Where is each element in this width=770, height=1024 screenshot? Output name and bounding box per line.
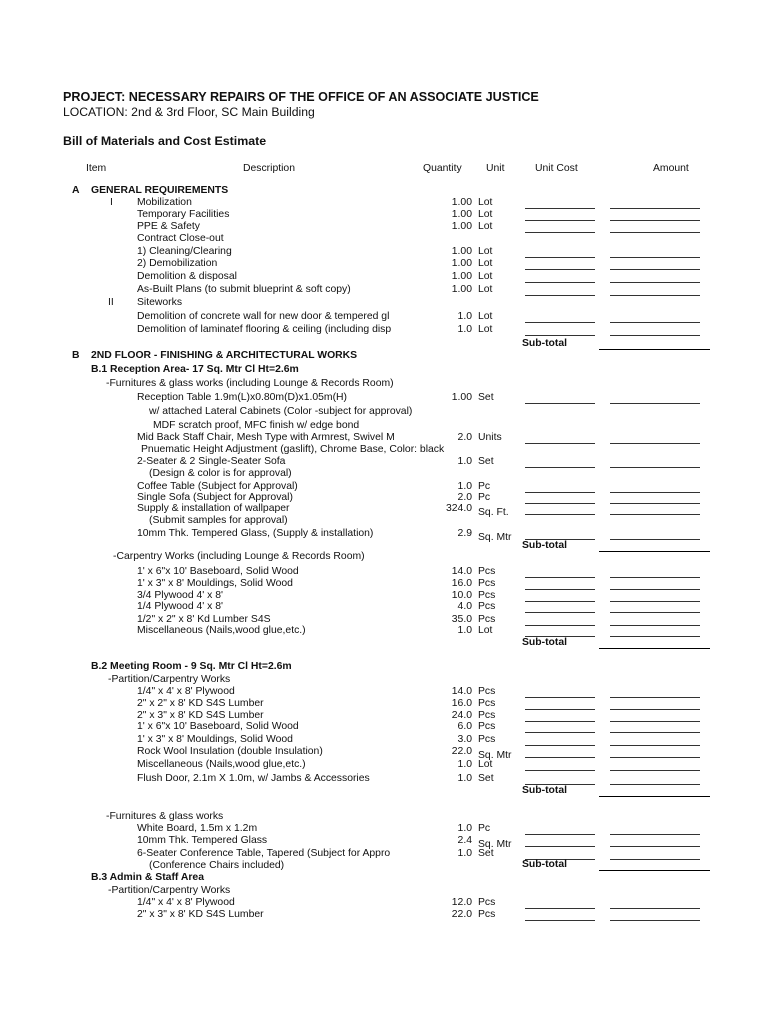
unit-cost-blank[interactable] <box>525 257 595 258</box>
item-description: Miscellaneous (Nails,wood glue,etc.) <box>137 759 306 770</box>
amount-blank[interactable] <box>610 612 700 613</box>
unit-cost-blank[interactable] <box>525 492 595 493</box>
amount-blank[interactable] <box>610 208 700 209</box>
item-description: 1/4" x 4' x 8' Plywood <box>137 686 235 697</box>
b2-furnitures-heading: -Furnitures & glass works <box>106 811 224 822</box>
item-description: Miscellaneous (Nails,wood glue,etc.) <box>137 625 306 636</box>
unit-cost-blank[interactable] <box>525 335 595 336</box>
unit-cost-blank[interactable] <box>525 282 595 283</box>
item-description: (Design & color is for approval) <box>149 468 292 479</box>
item-description: Siteworks <box>137 297 183 308</box>
unit-cost-blank[interactable] <box>525 745 595 746</box>
item-description: Demolition of concrete wall for new door & tempered gl <box>137 311 390 322</box>
item-description: MDF scratch proof, MFC finish w/ edge bond <box>153 420 360 431</box>
item-quantity: 1.00 <box>451 246 472 257</box>
unit-cost-blank[interactable] <box>525 269 595 270</box>
b2-partition-heading: -Partition/Carpentry Works <box>108 674 231 685</box>
item-description: 2" x 3" x 8' KD S4S Lumber <box>137 909 264 920</box>
item-quantity: 14.0 <box>451 686 472 697</box>
unit-cost-blank[interactable] <box>525 732 595 733</box>
unit-cost-blank[interactable] <box>525 503 595 504</box>
unit-cost-blank[interactable] <box>525 601 595 602</box>
item-description: Temporary Facilities <box>137 209 230 220</box>
item-quantity: 4.0 <box>457 601 472 612</box>
section-a-letter: A <box>72 185 80 196</box>
amount-blank[interactable] <box>610 403 700 404</box>
item-quantity: 1.0 <box>457 773 472 784</box>
item-quantity: 22.0 <box>451 909 472 920</box>
column-header-amount: Amount <box>653 163 689 174</box>
amount-blank[interactable] <box>610 846 700 847</box>
amount-blank[interactable] <box>610 503 700 504</box>
document-title: Bill of Materials and Cost Estimate <box>63 134 267 148</box>
item-description: 1/2" x 2" x 8' Kd Lumber S4S <box>137 614 271 625</box>
subtotal-label: Sub-total <box>522 859 568 870</box>
amount-blank[interactable] <box>610 732 700 733</box>
item-quantity: 2.9 <box>457 528 472 539</box>
item-unit: Pcs <box>478 566 496 577</box>
item-quantity: 1.00 <box>451 271 472 282</box>
item-quantity: 1.00 <box>451 209 472 220</box>
amount-blank[interactable] <box>610 257 700 258</box>
item-unit: Lot <box>478 258 493 269</box>
amount-blank[interactable] <box>610 322 700 323</box>
amount-blank[interactable] <box>610 539 700 540</box>
unit-cost-blank[interactable] <box>525 514 595 515</box>
b3-partition-heading: -Partition/Carpentry Works <box>108 885 231 896</box>
amount-blank[interactable] <box>610 721 700 722</box>
item-quantity: 35.0 <box>451 614 472 625</box>
unit-cost-blank[interactable] <box>525 403 595 404</box>
item-description: 2" x 2" x 8' KD S4S Lumber <box>137 698 264 709</box>
amount-blank[interactable] <box>610 492 700 493</box>
subsection-ii-label: II <box>108 297 114 308</box>
subtotal-label: Sub-total <box>522 540 568 551</box>
item-description: Mobilization <box>137 197 192 208</box>
item-description: w/ attached Lateral Cabinets (Color -subject for approval) <box>149 406 413 417</box>
amount-blank[interactable] <box>610 577 700 578</box>
item-unit: Pcs <box>478 710 496 721</box>
item-unit: Lot <box>478 271 493 282</box>
item-quantity: 1.00 <box>451 258 472 269</box>
item-unit: Pcs <box>478 909 496 920</box>
item-unit: Pcs <box>478 734 496 745</box>
column-header-quantity: Quantity <box>423 163 462 174</box>
column-header-unit-cost: Unit Cost <box>535 163 578 174</box>
b1-title: B.1 Reception Area- 17 Sq. Mtr Cl Ht=2.6m <box>91 364 299 375</box>
unit-cost-blank[interactable] <box>525 467 595 468</box>
item-quantity: 1.0 <box>457 759 472 770</box>
item-description: 1' x 3" x 8' Mouldings, Solid Wood <box>137 578 293 589</box>
item-unit: Pcs <box>478 578 496 589</box>
b3-title: B.3 Admin & Staff Area <box>91 872 204 883</box>
amount-blank[interactable] <box>610 467 700 468</box>
item-description: 1' x 6"x 10' Baseboard, Solid Wood <box>137 721 299 732</box>
amount-blank[interactable] <box>610 220 700 221</box>
item-description: Supply & installation of wallpaper <box>137 503 290 514</box>
item-description: White Board, 1.5m x 1.2m <box>137 823 258 834</box>
item-unit: Set <box>478 773 494 784</box>
item-unit: Lot <box>478 759 493 770</box>
amount-blank[interactable] <box>610 625 700 626</box>
item-quantity: 14.0 <box>451 566 472 577</box>
item-description: 2" x 3" x 8' KD S4S Lumber <box>137 710 264 721</box>
amount-blank[interactable] <box>610 745 700 746</box>
item-quantity: 16.0 <box>451 698 472 709</box>
amount-blank[interactable] <box>610 784 700 785</box>
amount-blank[interactable] <box>610 709 700 710</box>
column-header-item: Item <box>86 163 107 174</box>
item-description: (Conference Chairs included) <box>149 860 285 871</box>
item-description: 6-Seater Conference Table, Tapered (Subject for Appro <box>137 848 391 859</box>
item-description: 2) Demobilization <box>137 258 218 269</box>
item-unit: Sq. Ft. <box>478 507 509 518</box>
item-quantity: 1.00 <box>451 284 472 295</box>
item-unit: Units <box>478 432 502 443</box>
item-unit: Set <box>478 848 494 859</box>
amount-blank[interactable] <box>610 282 700 283</box>
item-quantity: 24.0 <box>451 710 472 721</box>
unit-cost-blank[interactable] <box>525 920 595 921</box>
item-unit: Pcs <box>478 897 496 908</box>
item-quantity: 2.0 <box>457 432 472 443</box>
project-title: PROJECT: NECESSARY REPAIRS OF THE OFFICE OF AN ASSOCIATE JUSTICE <box>63 90 539 104</box>
unit-cost-blank[interactable] <box>525 625 595 626</box>
subsection-i-label: I <box>110 197 113 208</box>
item-quantity: 324.0 <box>445 503 472 514</box>
item-description: 10mm Thk. Tempered Glass, (Supply & installation) <box>137 528 374 539</box>
location-line: LOCATION: 2nd & 3rd Floor, SC Main Building <box>63 105 315 119</box>
item-quantity: 2.4 <box>457 835 472 846</box>
item-description: Mid Back Staff Chair, Mesh Type with Armrest, Swivel M <box>137 432 395 443</box>
section-b-title: 2ND FLOOR - FINISHING & ARCHITECTURAL WORKS <box>91 350 358 361</box>
item-description: As-Built Plans (to submit blueprint & soft copy) <box>137 284 351 295</box>
unit-cost-blank[interactable] <box>525 232 595 233</box>
item-quantity: 1.0 <box>457 625 472 636</box>
item-quantity: 1.0 <box>457 311 472 322</box>
item-quantity: 1.0 <box>457 456 472 467</box>
amount-blank[interactable] <box>610 514 700 515</box>
unit-cost-blank[interactable] <box>525 721 595 722</box>
item-quantity: 1.0 <box>457 848 472 859</box>
amount-blank[interactable] <box>610 757 700 758</box>
unit-cost-blank[interactable] <box>525 577 595 578</box>
item-description: Demolition of laminatef flooring & ceiling (including disp <box>137 324 392 335</box>
subtotal-amount-line[interactable] <box>599 551 710 552</box>
item-unit: Pcs <box>478 686 496 697</box>
amount-blank[interactable] <box>610 697 700 698</box>
item-unit: Pc <box>478 481 491 492</box>
amount-blank[interactable] <box>610 443 700 444</box>
item-unit: Pcs <box>478 614 496 625</box>
item-description: Rock Wool Insulation (double Insulation) <box>137 746 323 757</box>
amount-blank[interactable] <box>610 770 700 771</box>
item-quantity: 3.0 <box>457 734 472 745</box>
amount-blank[interactable] <box>610 269 700 270</box>
b2-title: B.2 Meeting Room - 9 Sq. Mtr Cl Ht=2.6m <box>91 661 292 672</box>
item-unit: Pc <box>478 492 491 503</box>
unit-cost-blank[interactable] <box>525 908 595 909</box>
column-header-description: Description <box>243 163 295 174</box>
section-b-letter: B <box>72 350 80 361</box>
column-header-unit: Unit <box>486 163 505 174</box>
unit-cost-blank[interactable] <box>525 220 595 221</box>
item-unit: Set <box>478 392 494 403</box>
amount-blank[interactable] <box>610 601 700 602</box>
subtotal-amount-line[interactable] <box>599 796 710 797</box>
subtotal-amount-line[interactable] <box>599 648 710 649</box>
unit-cost-blank[interactable] <box>525 322 595 323</box>
item-description: 2-Seater & 2 Single-Seater Sofa <box>137 456 286 467</box>
item-description: Single Sofa (Subject for Approval) <box>137 492 293 503</box>
amount-blank[interactable] <box>610 859 700 860</box>
unit-cost-blank[interactable] <box>525 295 595 296</box>
item-description: 1/4 Plywood 4' x 8' <box>137 601 223 612</box>
item-description: (Submit samples for approval) <box>149 515 288 526</box>
item-quantity: 1.0 <box>457 324 472 335</box>
item-quantity: 1.00 <box>451 197 472 208</box>
item-unit: Sq. Mtr <box>478 532 512 543</box>
item-unit: Lot <box>478 246 493 257</box>
item-description: 1) Cleaning/Clearing <box>137 246 232 257</box>
item-description: 1' x 6"x 10' Baseboard, Solid Wood <box>137 566 299 577</box>
item-description: Pnuematic Height Adjustment (gaslift), Chrome Base, Color: black <box>141 444 445 455</box>
item-description: Demolition & disposal <box>137 271 237 282</box>
item-description: Flush Door, 2.1m X 1.0m, w/ Jambs & Accessories <box>137 773 370 784</box>
amount-blank[interactable] <box>610 335 700 336</box>
item-unit: Pcs <box>478 698 496 709</box>
unit-cost-blank[interactable] <box>525 589 595 590</box>
unit-cost-blank[interactable] <box>525 846 595 847</box>
item-description: PPE & Safety <box>137 221 200 232</box>
item-unit: Lot <box>478 324 493 335</box>
item-unit: Lot <box>478 625 493 636</box>
item-quantity: 16.0 <box>451 578 472 589</box>
item-description: Coffee Table (Subject for Approval) <box>137 481 298 492</box>
amount-blank[interactable] <box>610 589 700 590</box>
item-description: 10mm Thk. Tempered Glass <box>137 835 268 846</box>
amount-blank[interactable] <box>610 636 700 637</box>
item-unit: Sq. Mtr <box>478 839 512 850</box>
amount-blank[interactable] <box>610 232 700 233</box>
unit-cost-blank[interactable] <box>525 208 595 209</box>
subtotal-label: Sub-total <box>522 785 568 796</box>
item-quantity: 6.0 <box>457 721 472 732</box>
item-description: Contract Close-out <box>137 233 224 244</box>
item-unit: Lot <box>478 284 493 295</box>
item-quantity: 10.0 <box>451 590 472 601</box>
item-quantity: 22.0 <box>451 746 472 757</box>
item-quantity: 1.00 <box>451 392 472 403</box>
unit-cost-blank[interactable] <box>525 709 595 710</box>
unit-cost-blank[interactable] <box>525 757 595 758</box>
item-description: 1' x 3" x 8' Mouldings, Solid Wood <box>137 734 293 745</box>
item-description: Reception Table 1.9m(L)x0.80m(D)x1.05m(H) <box>137 392 348 403</box>
amount-blank[interactable] <box>610 908 700 909</box>
b1-furnitures-heading: -Furnitures & glass works (including Lounge & Records Room) <box>106 378 394 389</box>
item-unit: Sq. Mtr <box>478 750 512 761</box>
item-unit: Lot <box>478 221 493 232</box>
section-a-title: GENERAL REQUIREMENTS <box>91 185 229 196</box>
item-unit: Lot <box>478 209 493 220</box>
unit-cost-blank[interactable] <box>525 834 595 835</box>
unit-cost-blank[interactable] <box>525 770 595 771</box>
amount-blank[interactable] <box>610 834 700 835</box>
item-quantity: 2.0 <box>457 492 472 503</box>
item-quantity: 1.00 <box>451 221 472 232</box>
item-description: 3/4 Plywood 4' x 8' <box>137 590 223 601</box>
unit-cost-blank[interactable] <box>525 697 595 698</box>
item-unit: Pcs <box>478 590 496 601</box>
subtotal-label: Sub-total <box>522 637 568 648</box>
b1-carpentry-heading: -Carpentry Works (including Lounge & Records Room) <box>113 551 365 562</box>
item-unit: Set <box>478 456 494 467</box>
item-description: 1/4" x 4' x 8' Plywood <box>137 897 235 908</box>
unit-cost-blank[interactable] <box>525 443 595 444</box>
item-unit: Lot <box>478 311 493 322</box>
subtotal-label: Sub-total <box>522 338 568 349</box>
amount-blank[interactable] <box>610 920 700 921</box>
unit-cost-blank[interactable] <box>525 612 595 613</box>
item-quantity: 12.0 <box>451 897 472 908</box>
item-quantity: 1.0 <box>457 823 472 834</box>
item-unit: Pcs <box>478 721 496 732</box>
item-quantity: 1.0 <box>457 481 472 492</box>
item-unit: Pcs <box>478 601 496 612</box>
item-unit: Lot <box>478 197 493 208</box>
amount-blank[interactable] <box>610 295 700 296</box>
item-unit: Pc <box>478 823 491 834</box>
subtotal-amount-line[interactable] <box>599 870 710 871</box>
subtotal-amount-line[interactable] <box>599 349 710 350</box>
